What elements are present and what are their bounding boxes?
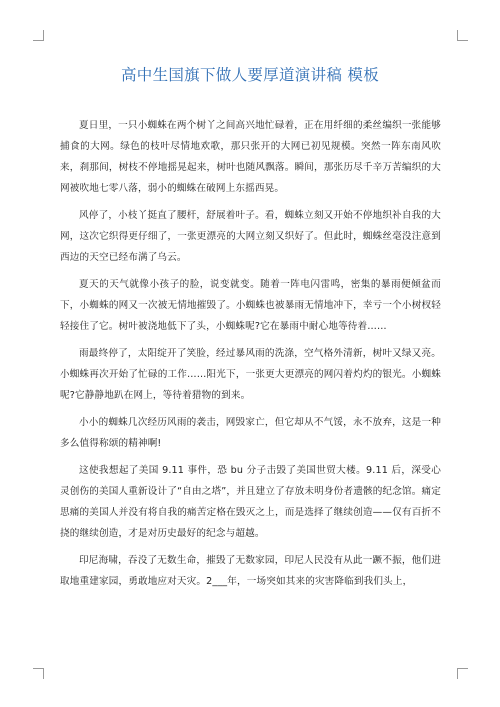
paragraph: 夏天的天气就像小孩子的脸，说变就变。随着一阵电闪雷鸣，密集的暴雨便倾盆而下，小蜘蛛的网又一次被无情地摧毁了。小蜘蛛也被暴雨无情地冲下，幸亏一个小树杈轻轻接住了它。树叶被浇地低下了头，小蜘蛛呢?它在暴雨中耐心地等待着…… (60, 279, 441, 332)
crop-mark-bottom-left (33, 668, 44, 679)
paragraph: 风停了，小枝丫挺直了腰杆，舒展着叶子。看，蜘蛛立刻又开始不停地织补自我的大网，这次它织得更仔细了，一张更漂亮的大网立刻又织好了。但此时，蜘蛛丝毫没注意到西边的天空已经布满了乌云。 (60, 210, 441, 263)
paragraph: 小小的蜘蛛几次经历风雨的袭击，网毁家亡，但它却从不气馁，永不放弃，这是一种多么值得称颂的精神啊! (60, 417, 441, 449)
paragraph: 雨最终停了，太阳绽开了笑脸，经过暴风雨的洗涤，空气格外清新，树叶又绿又亮。小蜘蛛再次开始了忙碌的工作……阳光下，一张更大更漂亮的网闪着灼灼的银光。小蜘蛛呢?它静静地趴在网上，等待着猎物的到来。 (60, 348, 441, 401)
document-title: 高中生国旗下做人要厚道演讲稿 模板 (120, 66, 380, 84)
paragraph: 印尼海啸，吞没了无数生命，摧毁了无数家园，印尼人民没有从此一蹶不振，他们进取地重建家园，勇敢地应对天灾。2___年，一场突如其来的灾害降临到我们头上， (60, 555, 441, 587)
crop-mark-bottom-right (457, 668, 468, 679)
crop-mark-top-left (33, 30, 44, 41)
crop-mark-top-right (457, 30, 468, 41)
document-body (60, 115, 441, 598)
paragraph: 夏日里，一只小蜘蛛在两个树丫之间高兴地忙碌着，正在用纤细的柔丝编织一张能够捕食的大网。绿色的枝叶尽情地欢歌，那只张开的大网已初见规模。突然一阵东南风吹来，刹那间，树枝不停地摇晃起来，树叶也随风飘落。瞬间，那张历尽千辛万苦编织的大网被吹地七零八落，弱小的蜘蛛在破网上东摇西晃。 (60, 120, 441, 194)
paragraph: 这使我想起了美国 9.11 事件，恐 bu 分子击毁了美国世贸大楼。9.11 后，深受心灵创伤的美国人重新设计了“自由之塔”，并且建立了存放未明身份者遗骸的纪念馆。痛定思痛的美国人并没有将自我的痛苦定格在毁灭之上，而是选择了继续创造——仅有百折不挠的继续创造，才是对历史最好的纪念与超越。 (60, 465, 441, 539)
